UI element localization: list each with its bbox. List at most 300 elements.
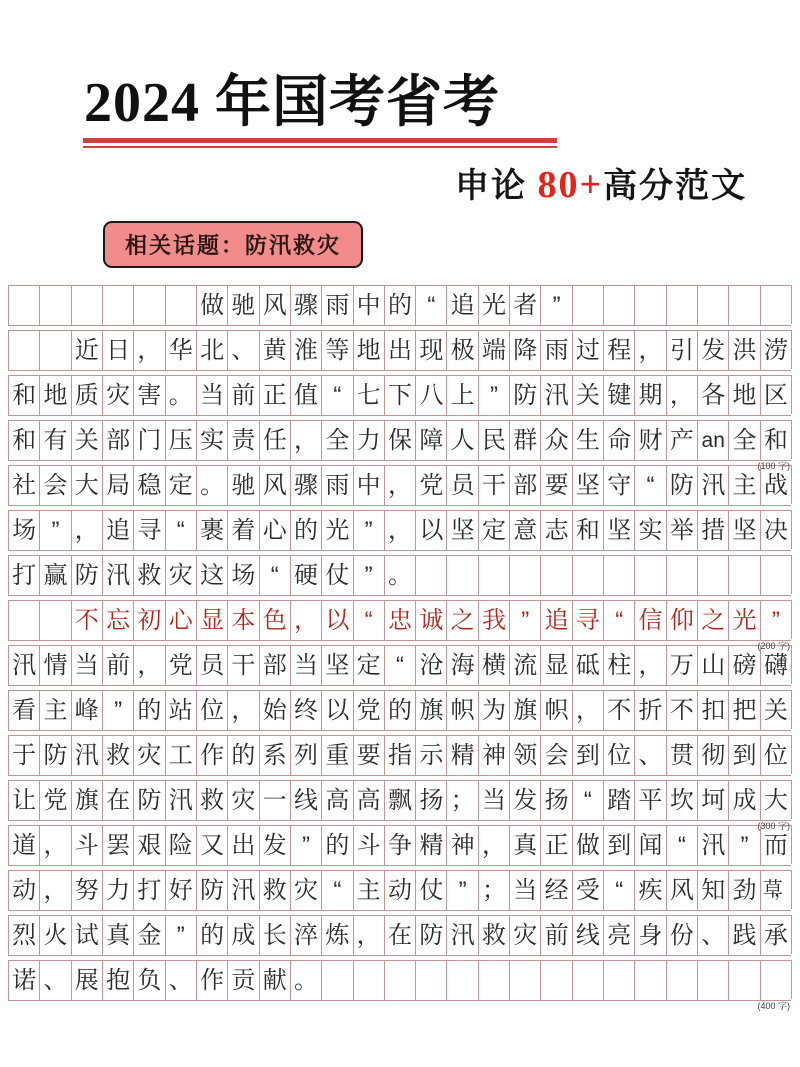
grid-cell-char: 雨 <box>325 472 350 499</box>
grid-cell-char: 成 <box>231 922 256 949</box>
grid-cell <box>321 960 352 1001</box>
grid-cell <box>697 645 728 686</box>
grid-cell <box>540 330 571 371</box>
grid-cell-char: 旗 <box>74 787 99 814</box>
grid-cell <box>572 600 603 641</box>
grid-cell <box>133 375 164 416</box>
grid-cell <box>603 825 634 866</box>
grid-cell <box>196 465 227 506</box>
grid-cell <box>415 825 446 866</box>
grid-cell <box>71 960 102 1001</box>
grid-cell-char: 这 <box>200 562 225 589</box>
grid-cell <box>8 960 39 1001</box>
grid-cell <box>603 375 634 416</box>
grid-cell-char: 会 <box>544 742 569 769</box>
grid-cell <box>666 465 697 506</box>
grid-cell <box>196 330 227 371</box>
grid-cell-char: 关 <box>74 427 99 454</box>
grid-cell-char: 实 <box>638 517 663 544</box>
grid-cell-char: 始 <box>262 697 287 724</box>
grid-cell-char: ” <box>771 607 780 634</box>
grid-cell-char: 火 <box>43 922 68 949</box>
grid-cell <box>259 690 290 731</box>
grid-cell-char: an <box>701 429 725 452</box>
grid-cell-char: 以 <box>419 517 444 544</box>
grid-cell <box>446 735 477 776</box>
grid-cell-char: 坚 <box>607 517 632 544</box>
grid-cell-char: 身 <box>638 922 663 949</box>
grid-cell-char: 的 <box>387 292 412 319</box>
manuscript-row <box>8 690 792 729</box>
grid-cell-char: ” <box>364 517 373 544</box>
grid-cell <box>446 645 477 686</box>
grid-cell-char: ， <box>387 472 412 499</box>
grid-cell-char: 八 <box>419 382 444 409</box>
grid-cell <box>509 330 540 371</box>
grid-cell <box>227 870 258 911</box>
grid-cell <box>259 870 290 911</box>
grid-cell <box>666 555 697 596</box>
grid-cell-char: 前 <box>544 922 569 949</box>
grid-cell <box>478 600 509 641</box>
grid-cell <box>102 825 133 866</box>
grid-cell <box>321 825 352 866</box>
grid-cell <box>133 690 164 731</box>
grid-cell <box>509 645 540 686</box>
grid-cell-char: 救 <box>262 877 287 904</box>
grid-cell <box>227 375 258 416</box>
grid-cell <box>415 600 446 641</box>
grid-cell <box>415 555 446 596</box>
grid-cell <box>478 285 509 326</box>
grid-cell <box>39 555 70 596</box>
grid-cell <box>572 870 603 911</box>
grid-cell-char: 做 <box>200 292 225 319</box>
grid-cell-char: 疾 <box>638 877 663 904</box>
grid-cell-char: 财 <box>638 427 663 454</box>
grid-cell <box>728 555 759 596</box>
grid-cell <box>634 960 665 1001</box>
grid-cell-char: 飘 <box>387 787 412 814</box>
grid-cell-char: 汛 <box>74 742 99 769</box>
grid-cell-char: 。 <box>200 472 225 499</box>
grid-cell <box>39 915 70 956</box>
grid-cell <box>603 735 634 776</box>
subtitle <box>455 158 747 207</box>
grid-cell <box>697 825 728 866</box>
grid-cell-char: 救 <box>106 742 131 769</box>
grid-cell <box>478 690 509 731</box>
grid-cell <box>165 555 196 596</box>
grid-cell-char: 防 <box>43 742 68 769</box>
grid-cell <box>728 870 759 911</box>
grid-cell <box>728 600 759 641</box>
grid-cell-char: 磅 <box>732 652 757 679</box>
grid-cell-char: 全 <box>325 427 350 454</box>
grid-cell <box>290 645 321 686</box>
grid-cell <box>71 285 102 326</box>
grid-cell <box>321 375 352 416</box>
grid-cell <box>509 285 540 326</box>
grid-cell-char: 受 <box>575 877 600 904</box>
grid-cell <box>760 555 791 596</box>
grid-cell-char: 平 <box>638 787 663 814</box>
grid-cell <box>572 960 603 1001</box>
grid-cell-char: 砥 <box>575 652 600 679</box>
grid-cell-char: 任 <box>262 427 287 454</box>
grid-cell <box>8 825 39 866</box>
grid-cell <box>8 420 39 461</box>
grid-cell <box>634 375 665 416</box>
grid-cell <box>760 915 791 956</box>
subtitle-score: 80+ <box>537 164 604 206</box>
grid-cell-char: 华 <box>168 337 193 364</box>
grid-cell-char: “ <box>176 517 185 544</box>
grid-cell-char: 决 <box>763 517 788 544</box>
grid-cell-char: 在 <box>106 787 131 814</box>
grid-cell-char: 扬 <box>419 787 444 814</box>
grid-cell-char: 真 <box>106 922 131 949</box>
grid-cell <box>71 465 102 506</box>
grid-cell-char: 赢 <box>43 562 68 589</box>
grid-cell-char: 。 <box>168 382 193 409</box>
grid-cell <box>572 915 603 956</box>
grid-cell <box>259 465 290 506</box>
grid-cell <box>384 330 415 371</box>
grid-cell-char: 打 <box>137 877 162 904</box>
grid-cell-char: 救 <box>137 562 162 589</box>
word-count-marker: (100 字) <box>757 461 790 471</box>
grid-cell-char: 又 <box>200 832 225 859</box>
grid-cell-char: 劲 <box>732 877 757 904</box>
grid-cell-char: 保 <box>387 427 412 454</box>
grid-cell-char: ， <box>638 652 663 679</box>
grid-cell <box>603 465 634 506</box>
grid-cell <box>165 375 196 416</box>
grid-cell <box>8 465 39 506</box>
grid-cell <box>353 960 384 1001</box>
grid-cell-char: 坚 <box>450 517 475 544</box>
grid-cell <box>290 555 321 596</box>
grid-cell-char: 定 <box>168 472 193 499</box>
grid-cell-char: 站 <box>168 697 193 724</box>
grid-cell <box>478 330 509 371</box>
grid-cell <box>446 555 477 596</box>
grid-cell-char: 踏 <box>607 787 632 814</box>
grid-cell <box>71 915 102 956</box>
grid-cell-char: 力 <box>106 877 131 904</box>
grid-cell <box>728 330 759 371</box>
grid-cell <box>259 915 290 956</box>
grid-cell <box>196 915 227 956</box>
grid-cell <box>697 330 728 371</box>
grid-cell <box>415 510 446 551</box>
grid-cell <box>446 465 477 506</box>
grid-cell-char: 高 <box>356 787 381 814</box>
grid-cell-char: ， <box>575 697 600 724</box>
grid-cell-char: 等 <box>325 337 350 364</box>
grid-cell-char: ， <box>43 877 68 904</box>
grid-cell-char: 程 <box>607 337 632 364</box>
grid-cell <box>509 960 540 1001</box>
grid-cell-char: 裹 <box>200 517 225 544</box>
grid-cell-char: 关 <box>763 697 788 724</box>
grid-cell-char: 全 <box>732 427 757 454</box>
grid-cell <box>446 375 477 416</box>
grid-cell-char: 海 <box>450 652 475 679</box>
grid-cell-char: ” <box>364 562 373 589</box>
grid-cell <box>196 555 227 596</box>
grid-cell <box>572 285 603 326</box>
grid-cell <box>540 465 571 506</box>
grid-cell-char: 列 <box>294 742 319 769</box>
grid-cell <box>353 600 384 641</box>
grid-cell-char: 地 <box>356 337 381 364</box>
grid-cell <box>415 735 446 776</box>
grid-cell-char: 日 <box>106 337 131 364</box>
grid-cell-char: 炼 <box>325 922 350 949</box>
grid-cell-char: 、 <box>43 967 68 994</box>
grid-cell-char: 烈 <box>12 922 37 949</box>
grid-cell <box>165 735 196 776</box>
grid-cell-char: 在 <box>387 922 412 949</box>
grid-cell <box>39 780 70 821</box>
grid-cell <box>227 330 258 371</box>
grid-cell <box>8 690 39 731</box>
grid-cell-char: 位 <box>200 697 225 724</box>
grid-cell <box>634 285 665 326</box>
grid-cell-char: 一 <box>262 787 287 814</box>
grid-cell <box>634 465 665 506</box>
grid-cell <box>634 510 665 551</box>
grid-cell <box>415 285 446 326</box>
grid-cell <box>478 510 509 551</box>
grid-cell <box>446 285 477 326</box>
grid-cell-char: 正 <box>262 382 287 409</box>
grid-cell-char: 局 <box>106 472 131 499</box>
grid-cell <box>196 735 227 776</box>
grid-cell <box>415 960 446 1001</box>
grid-cell-char: 作 <box>200 967 225 994</box>
grid-cell-char: 亮 <box>607 922 632 949</box>
grid-cell-char: 干 <box>481 472 506 499</box>
grid-cell <box>165 465 196 506</box>
grid-cell <box>353 375 384 416</box>
grid-cell-char: 心 <box>168 607 193 634</box>
grid-cell <box>509 870 540 911</box>
grid-cell-char: ， <box>43 832 68 859</box>
grid-cell-char: ， <box>137 652 162 679</box>
grid-cell-char: 党 <box>43 787 68 814</box>
grid-cell <box>572 645 603 686</box>
grid-cell <box>353 915 384 956</box>
grid-cell-char: 着 <box>231 517 256 544</box>
grid-cell-char: 和 <box>575 517 600 544</box>
grid-cell <box>8 870 39 911</box>
grid-cell-char: 区 <box>763 382 788 409</box>
grid-cell-char: 有 <box>43 427 68 454</box>
grid-cell <box>760 420 791 461</box>
grid-cell <box>102 285 133 326</box>
grid-cell <box>603 420 634 461</box>
grid-cell-char: 打 <box>12 562 37 589</box>
grid-cell-char: 折 <box>638 697 663 724</box>
grid-cell <box>353 285 384 326</box>
grid-cell <box>384 420 415 461</box>
grid-cell-char: “ <box>615 607 624 634</box>
grid-cell <box>728 375 759 416</box>
grid-cell <box>321 915 352 956</box>
grid-cell <box>259 420 290 461</box>
grid-cell <box>446 825 477 866</box>
grid-cell <box>384 555 415 596</box>
grid-cell-char: 到 <box>607 832 632 859</box>
grid-cell <box>165 420 196 461</box>
grid-cell-char: 当 <box>74 652 99 679</box>
grid-cell <box>39 600 70 641</box>
manuscript-row <box>8 375 792 414</box>
grid-cell-char: 汛 <box>450 922 475 949</box>
grid-cell-char: 障 <box>419 427 444 454</box>
grid-cell-char: “ <box>677 832 686 859</box>
grid-cell-char: 淮 <box>294 337 319 364</box>
grid-cell <box>39 735 70 776</box>
grid-cell <box>321 330 352 371</box>
grid-cell-char: 示 <box>419 742 444 769</box>
grid-cell <box>728 510 759 551</box>
grid-cell-char: ， <box>387 517 412 544</box>
grid-cell <box>728 420 759 461</box>
manuscript-row <box>8 960 792 1011</box>
grid-cell-char: 志 <box>544 517 569 544</box>
grid-cell-char: 汛 <box>168 787 193 814</box>
manuscript-row <box>8 555 792 594</box>
grid-cell <box>290 870 321 911</box>
grid-cell <box>760 285 791 326</box>
grid-cell <box>71 645 102 686</box>
grid-cell-char: 峰 <box>74 697 99 724</box>
grid-cell-char: 展 <box>74 967 99 994</box>
grid-cell-char: 大 <box>74 472 99 499</box>
grid-cell <box>165 645 196 686</box>
grid-cell <box>572 780 603 821</box>
grid-cell <box>634 690 665 731</box>
grid-cell <box>634 915 665 956</box>
grid-cell-char: ” <box>740 832 749 859</box>
grid-cell-char: 硬 <box>294 562 319 589</box>
grid-cell-char: 驰 <box>231 292 256 319</box>
grid-cell-char: 汛 <box>701 832 726 859</box>
grid-cell <box>133 915 164 956</box>
grid-cell-char: 仗 <box>419 877 444 904</box>
grid-cell-char: 、 <box>231 337 256 364</box>
grid-cell <box>572 465 603 506</box>
grid-cell <box>133 555 164 596</box>
grid-cell-char: 群 <box>513 427 538 454</box>
grid-cell <box>509 690 540 731</box>
grid-cell <box>196 420 227 461</box>
grid-cell-char: ； <box>450 787 475 814</box>
grid-cell <box>572 420 603 461</box>
grid-cell <box>540 780 571 821</box>
grid-cell-char: 守 <box>607 472 632 499</box>
grid-cell <box>478 780 509 821</box>
grid-cell <box>697 555 728 596</box>
grid-cell <box>478 555 509 596</box>
grid-cell <box>353 555 384 596</box>
grid-cell-char: 意 <box>513 517 538 544</box>
grid-cell <box>697 915 728 956</box>
grid-cell <box>384 285 415 326</box>
grid-cell <box>415 330 446 371</box>
grid-cell-char: 抱 <box>106 967 131 994</box>
grid-cell-char: ” <box>521 607 530 634</box>
grid-cell <box>290 825 321 866</box>
grid-cell <box>71 825 102 866</box>
grid-cell-char: 和 <box>763 427 788 454</box>
grid-cell-char: 信 <box>638 607 663 634</box>
grid-cell <box>8 330 39 371</box>
grid-cell <box>384 960 415 1001</box>
grid-cell-char: ” <box>552 292 561 319</box>
grid-cell <box>102 690 133 731</box>
grid-cell-char: 害 <box>137 382 162 409</box>
grid-cell-char: 坎 <box>669 787 694 814</box>
grid-cell <box>259 375 290 416</box>
grid-cell-char: 北 <box>200 337 225 364</box>
manuscript-row <box>8 735 792 774</box>
grid-cell-char: 发 <box>262 832 287 859</box>
grid-cell <box>540 915 571 956</box>
grid-cell <box>446 510 477 551</box>
manuscript-row <box>8 825 792 864</box>
grid-cell-char: 汛 <box>231 877 256 904</box>
grid-cell <box>697 420 728 461</box>
grid-cell <box>102 915 133 956</box>
manuscript-row <box>8 330 792 369</box>
grid-cell <box>8 915 39 956</box>
grid-cell <box>446 915 477 956</box>
manuscript-row <box>8 645 792 684</box>
grid-cell-char: ， <box>294 607 319 634</box>
grid-cell <box>603 915 634 956</box>
grid-cell-char: 发 <box>513 787 538 814</box>
grid-cell <box>102 780 133 821</box>
grid-cell <box>603 960 634 1001</box>
grid-cell <box>603 555 634 596</box>
grid-cell-char: 出 <box>231 832 256 859</box>
manuscript-grid <box>8 285 792 1011</box>
grid-cell <box>603 690 634 731</box>
grid-cell-char: 寻 <box>575 607 600 634</box>
grid-cell-char: 风 <box>262 472 287 499</box>
grid-cell-char: 帜 <box>450 697 475 724</box>
grid-cell <box>39 420 70 461</box>
grid-cell <box>39 465 70 506</box>
manuscript-row <box>8 285 792 324</box>
grid-cell-char: 献 <box>262 967 287 994</box>
grid-cell-char: 闻 <box>638 832 663 859</box>
grid-cell <box>634 420 665 461</box>
grid-cell <box>760 960 791 1001</box>
grid-cell <box>165 780 196 821</box>
grid-cell <box>415 645 446 686</box>
grid-cell <box>102 330 133 371</box>
grid-cell <box>415 420 446 461</box>
grid-cell <box>290 600 321 641</box>
grid-cell <box>71 420 102 461</box>
grid-cell <box>760 735 791 776</box>
